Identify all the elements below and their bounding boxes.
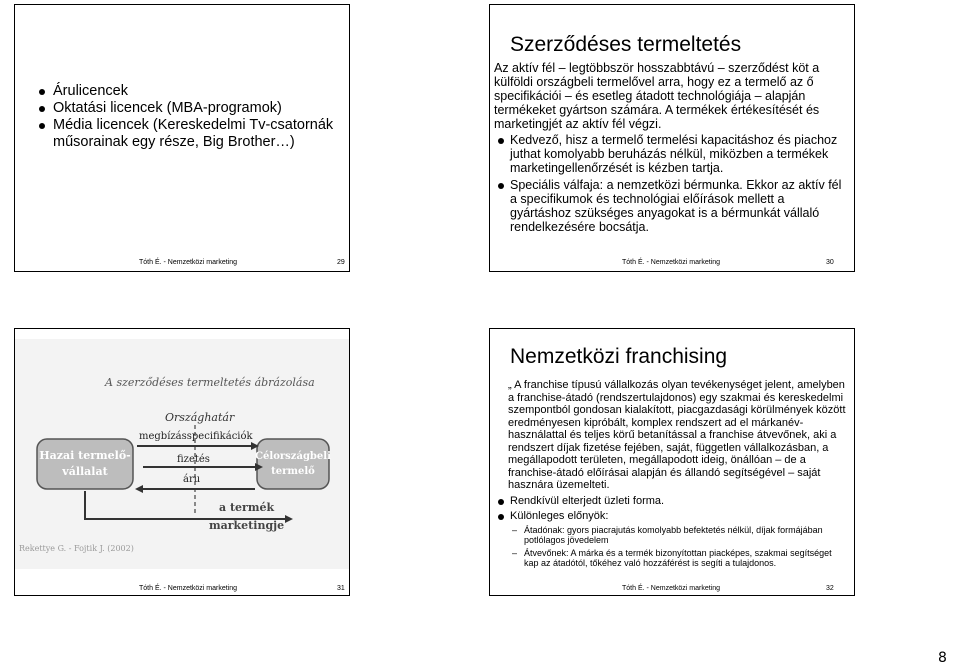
- slide-body: [494, 61, 846, 237]
- target-producer-box: [257, 439, 329, 489]
- bullet-icon: [498, 138, 504, 144]
- home-company-label-2: vállalat: [62, 465, 108, 478]
- goods-label: áru: [183, 474, 201, 485]
- list-item: Különleges előnyök: – Átadónak: gyors piacrajutás komolyabb befektetés nélkül, díjak formájában potlólagos jövedelem – Átvevőnek: A márka és a termék bizonyítottan piacképes, szakmai segítséget kap az átadótól, tőkéhez való hozzáférést is segíti a tulajdonos.: [496, 510, 846, 569]
- list-item: Média licencek (Kereskedelmi Tv-csatornák műsorainak egy része, Big Brother…): [39, 117, 339, 151]
- diagram-svg: [15, 339, 349, 569]
- bullet-icon: [498, 514, 504, 520]
- bullet-list: [496, 495, 846, 569]
- slide-footer: Tóth É. - Nemzetközi marketing: [622, 585, 721, 592]
- slide-number: 30: [826, 259, 834, 266]
- intro-text: „ A franchise típusú vállalkozás olyan tevékenységet jelent, amelyben a franchise-átadó (rendszertulajdonos) egy szakmai és kereskedelmi szempontból gondosan kialakított, piacgazdasági körülmények között eredményesen kipróbált, komplex rendszert ad el márkanév-használattal és teljes körű betanítással a franchise átvevőnek, aki a rendszert díjak fizetése fejében, saját, független vállalkozásban, a megállapodott területen, megállapodott ideig, önállóan – de a franchise-átadó előírásai alapján és állandó segítségével – saját hasznára üzemelteti.: [508, 379, 846, 491]
- slide-31: [14, 328, 350, 596]
- intro-text: Az aktív fél – legtöbbször hosszabbtávú – szerződést köt a külföldi országbeli termelővel arra, hogy ez a termelő az ő specifikációi – és esetleg átadott technológiája – alapján termékeket gyártson számára. A termékek értékesítését és marketingjét az aktív fél végzi.: [494, 61, 820, 131]
- target-producer-label-2: termelő: [271, 466, 315, 477]
- sub-list: [510, 525, 846, 569]
- slide-number: 31: [337, 585, 345, 592]
- list-item: Speciális válfaja: a nemzetközi bérmunka. Ekkor az aktív fél a specifikumok és technológiai előírások mellett a gyártáshoz szükséges anyagokat is a bérmunkát vállaló rendelkezésére bocsátja.: [494, 178, 846, 234]
- slide-footer: Tóth É. - Nemzetközi marketing: [622, 259, 721, 266]
- list-item: Árulicencek: [39, 83, 339, 100]
- page-number: 8: [938, 650, 947, 666]
- slide-footer: Tóth É. - Nemzetközi marketing: [139, 585, 238, 592]
- home-company-label: Hazai termelő-: [39, 449, 131, 462]
- home-company-box: [37, 439, 133, 489]
- arrowhead-icon: [285, 515, 293, 523]
- contract-manufacturing-diagram: [15, 339, 349, 569]
- slide-title: Nemzetközi franchising: [510, 345, 728, 368]
- marketing-label-2: marketingje: [209, 519, 285, 532]
- slide-30: [489, 4, 855, 272]
- bullet-icon: [39, 89, 45, 95]
- marketing-label: a termék: [219, 501, 275, 514]
- dash-icon: –: [512, 524, 518, 535]
- slide-number: 32: [826, 585, 834, 592]
- slide-32: [489, 328, 855, 596]
- license-list: [39, 83, 339, 151]
- diagram-title: A szerződéses termeltetés ábrázolása: [105, 376, 315, 389]
- list-item: Oktatási licencek (MBA-programok): [39, 100, 339, 117]
- dash-icon: –: [512, 547, 518, 558]
- border-label: Országhatár: [165, 411, 235, 424]
- slide-body: [496, 379, 846, 572]
- source-label: Rekettye G. - Fojtik J. (2002): [19, 544, 134, 553]
- bullet-icon: [39, 123, 45, 129]
- slide-title: Szerződéses termeltetés: [510, 33, 742, 56]
- bullet-list: [494, 133, 846, 234]
- slide-29: [14, 4, 350, 272]
- slide-number: 29: [337, 259, 345, 266]
- payment-label: fizetés: [177, 454, 210, 465]
- target-producer-label: Célországbeli: [255, 451, 331, 462]
- bullet-icon: [498, 499, 504, 505]
- list-item: Rendkívül elterjedt üzleti forma.: [496, 495, 846, 508]
- sub-list-item: – Átvevőnek: A márka és a termék bizonyítottan piacképes, szakmai segítséget kap az átadótól, tőkéhez való hozzáférést is segíti a tulajdonos.: [512, 547, 832, 568]
- specification-label: megbízásspecifikációk: [139, 431, 253, 442]
- arrowhead-icon: [135, 485, 143, 493]
- bullet-icon: [39, 106, 45, 112]
- bullet-icon: [498, 183, 504, 189]
- sub-list-item: – Átadónak: gyors piacrajutás komolyabb befektetés nélkül, díjak formájában potlólagos jövedelem: [512, 524, 823, 545]
- slide-footer: Tóth É. - Nemzetközi marketing: [139, 259, 238, 266]
- list-item: Kedvező, hisz a termelő termelési kapacitáshoz és piachoz juthat komolyabb beruházás nélkül, miközben a termékek marketingellenőrzését is kézben tartja.: [494, 133, 846, 175]
